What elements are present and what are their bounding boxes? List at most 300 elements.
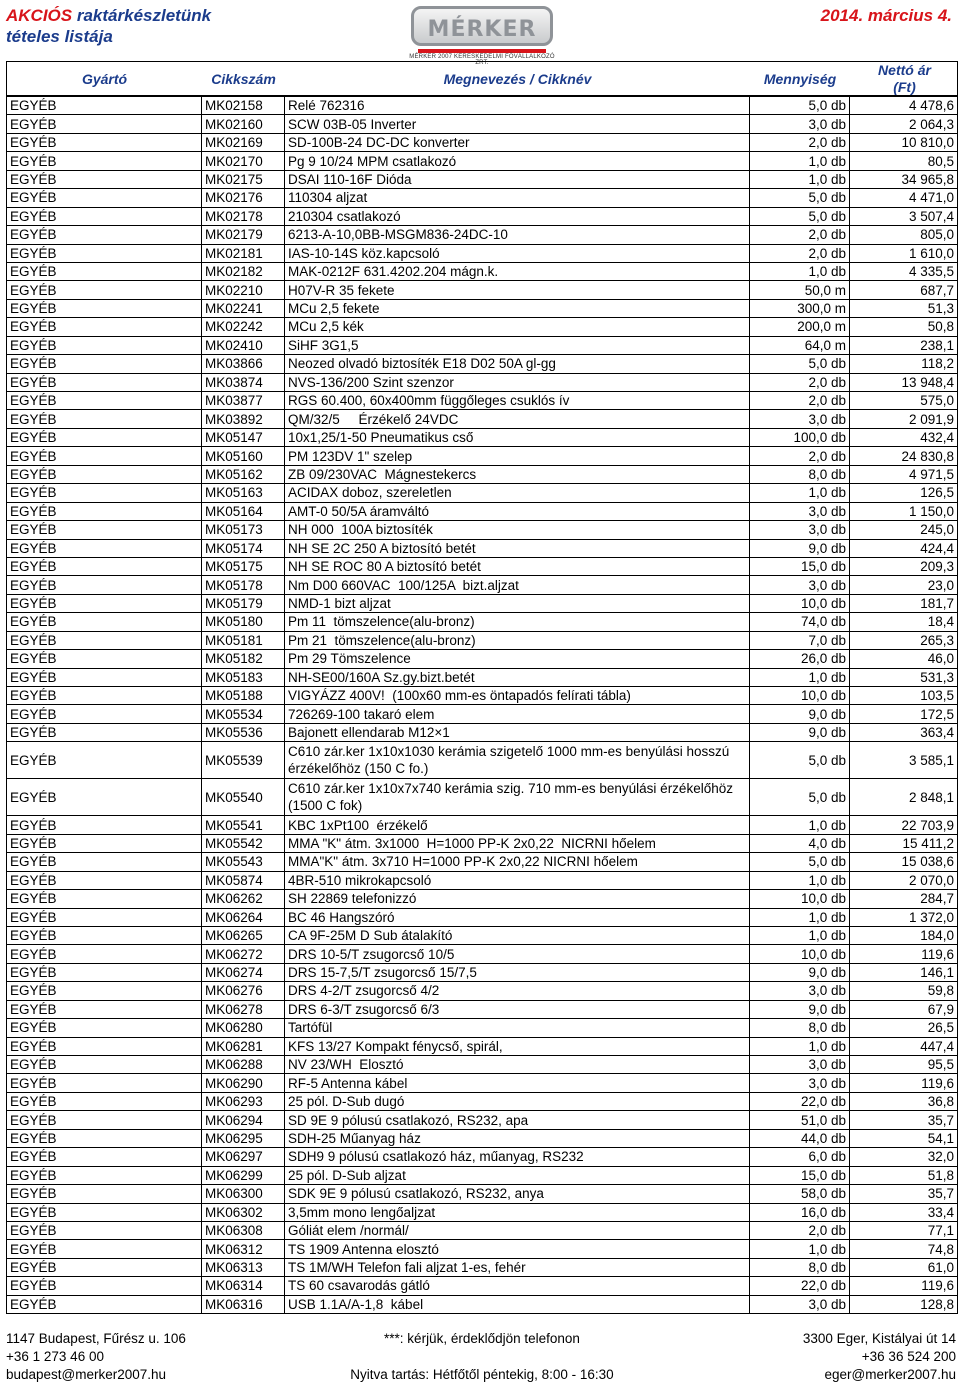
cell-manufacturer: EGYÉB — [6, 1277, 201, 1295]
cell-quantity: 1,0 db — [749, 872, 849, 890]
cell-item-code: MK02160 — [201, 115, 284, 133]
cell-item-name: ZB 09/230VAC Mágnestekercs — [284, 466, 749, 484]
cell-item-name: DSAI 110-16F Dióda — [284, 171, 749, 189]
cell-manufacturer: EGYÉB — [6, 1038, 201, 1056]
cell-item-name: Tartófül — [284, 1019, 749, 1037]
cell-net-price: 35,7 — [849, 1185, 958, 1203]
table-row — [6, 1167, 958, 1185]
cell-item-code: MK05173 — [201, 521, 284, 539]
footer-note: ***: kérjük, érdeklődjön telefonon — [384, 1331, 580, 1346]
table-row — [6, 263, 958, 281]
cell-net-price: 59,8 — [849, 982, 958, 1000]
cell-net-price: 61,0 — [849, 1259, 958, 1277]
cell-item-code: MK05160 — [201, 447, 284, 465]
cell-item-code: MK05183 — [201, 669, 284, 687]
cell-manufacturer: EGYÉB — [6, 1148, 201, 1166]
cell-quantity: 3,0 db — [749, 576, 849, 594]
cell-net-price: 4 335,5 — [849, 263, 958, 281]
cell-net-price: 2 091,9 — [849, 410, 958, 428]
cell-item-code: MK06316 — [201, 1296, 284, 1314]
cell-manufacturer: EGYÉB — [6, 1167, 201, 1185]
cell-item-code: MK06290 — [201, 1074, 284, 1092]
cell-item-code: MK05174 — [201, 540, 284, 558]
cell-quantity: 15,0 db — [749, 1167, 849, 1185]
cell-quantity: 9,0 db — [749, 540, 849, 558]
cell-item-code: MK06274 — [201, 964, 284, 982]
table-row — [6, 1148, 958, 1166]
cell-manufacturer: EGYÉB — [6, 742, 201, 779]
cell-manufacturer: EGYÉB — [6, 503, 201, 521]
cell-net-price: 2 064,3 — [849, 115, 958, 133]
cell-item-code: MK05164 — [201, 503, 284, 521]
cell-item-name: 4BR-510 mikrokapcsoló — [284, 872, 749, 890]
cell-net-price: 33,4 — [849, 1204, 958, 1222]
cell-item-name: SH 22869 telefonizzó — [284, 890, 749, 908]
cell-item-code: MK06297 — [201, 1148, 284, 1166]
cell-manufacturer: EGYÉB — [6, 779, 201, 816]
table-row — [6, 318, 958, 336]
cell-net-price: 128,8 — [849, 1296, 958, 1314]
cell-manufacturer: EGYÉB — [6, 1240, 201, 1258]
cell-manufacturer: EGYÉB — [6, 1259, 201, 1277]
cell-item-name: Pg 9 10/24 MPM csatlakozó — [284, 152, 749, 170]
cell-item-name: SCW 03B-05 Inverter — [284, 115, 749, 133]
cell-quantity: 10,0 db — [749, 595, 849, 613]
cell-quantity: 1,0 db — [749, 152, 849, 170]
cell-quantity: 3,0 db — [749, 115, 849, 133]
cell-net-price: 245,0 — [849, 521, 958, 539]
cell-item-code: MK02181 — [201, 245, 284, 263]
cell-net-price: 32,0 — [849, 1148, 958, 1166]
cell-manufacturer: EGYÉB — [6, 890, 201, 908]
cell-item-code: MK06293 — [201, 1093, 284, 1111]
logo-tagline: MÉRKER 2007 KERESKEDELMI FŐVÁLLALKOZÓ ZRT. — [409, 54, 555, 66]
cell-manufacturer: EGYÉB — [6, 872, 201, 890]
cell-item-code: MK03866 — [201, 355, 284, 373]
cell-item-name: NVS-136/200 Szint szenzor — [284, 374, 749, 392]
cell-quantity: 1,0 db — [749, 171, 849, 189]
cell-manufacturer: EGYÉB — [6, 1185, 201, 1203]
table-row — [6, 687, 958, 705]
cell-manufacturer: EGYÉB — [6, 540, 201, 558]
cell-item-name: 25 pól. D-Sub aljzat — [284, 1167, 749, 1185]
cell-manufacturer: EGYÉB — [6, 1093, 201, 1111]
cell-quantity: 3,0 db — [749, 521, 849, 539]
cell-item-code: MK03892 — [201, 410, 284, 428]
cell-item-code: MK06276 — [201, 982, 284, 1000]
cell-quantity: 2,0 db — [749, 374, 849, 392]
cell-item-name: MMA"K" átm. 3x710 H=1000 PP-K 2x0,22 NICRNI hőelem — [284, 853, 749, 871]
cell-net-price: 26,5 — [849, 1019, 958, 1037]
cell-item-code: MK05543 — [201, 853, 284, 871]
table-row — [6, 337, 958, 355]
cell-item-name: 210304 csatlakozó — [284, 208, 749, 226]
cell-quantity: 1,0 db — [749, 1038, 849, 1056]
footer-eger-email[interactable]: eger@merker2007.hu — [824, 1367, 956, 1382]
table-row — [6, 650, 958, 668]
cell-item-name: DRS 6-3/T zsugorcső 6/3 — [284, 1001, 749, 1019]
cell-item-name: Góliát elem /normál/ — [284, 1222, 749, 1240]
table-row — [6, 410, 958, 428]
cell-manufacturer: EGYÉB — [6, 927, 201, 945]
cell-quantity: 4,0 db — [749, 835, 849, 853]
table-row — [6, 503, 958, 521]
cell-item-name: MCu 2,5 kék — [284, 318, 749, 336]
cell-manufacturer: EGYÉB — [6, 374, 201, 392]
cell-item-name: BC 46 Hangszóró — [284, 909, 749, 927]
footer — [6, 1331, 958, 1385]
footer-eger-address: 3300 Eger, Kistályai út 14 — [802, 1331, 956, 1346]
cell-item-name: NH-SE00/160A Sz.gy.bizt.betét — [284, 669, 749, 687]
cell-quantity: 1,0 db — [749, 1240, 849, 1258]
cell-manufacturer: EGYÉB — [6, 1056, 201, 1074]
cell-item-name: Relé 762316 — [284, 97, 749, 115]
title-subtitle: tételes listája — [6, 27, 113, 46]
title-main: raktárkészletünk — [76, 6, 212, 25]
table-row — [6, 447, 958, 465]
cell-quantity: 5,0 db — [749, 97, 849, 115]
cell-item-name: KFS 13/27 Kompakt fénycső, spirál, — [284, 1038, 749, 1056]
footer-budapest-email[interactable]: budapest@merker2007.hu — [6, 1367, 167, 1382]
cell-item-name: 25 pól. D-Sub dugó — [284, 1093, 749, 1111]
cell-quantity: 44,0 db — [749, 1130, 849, 1148]
cell-net-price: 3 507,4 — [849, 208, 958, 226]
cell-manufacturer: EGYÉB — [6, 1111, 201, 1129]
cell-manufacturer: EGYÉB — [6, 945, 201, 963]
cell-manufacturer: EGYÉB — [6, 1001, 201, 1019]
cell-item-name: SDH9 9 pólusú csatlakozó ház, műanyag, RS232 — [284, 1148, 749, 1166]
cell-item-name: C610 zár.ker 1x10x7x740 kerámia szig. 710 mm-es benyúlási érzékelőhöz (1500 C fok) — [284, 779, 749, 816]
cell-item-name: NH 000 100A biztosíték — [284, 521, 749, 539]
cell-manufacturer: EGYÉB — [6, 189, 201, 207]
cell-item-name: NH SE ROC 80 A biztosító betét — [284, 558, 749, 576]
cell-manufacturer: EGYÉB — [6, 669, 201, 687]
cell-quantity: 200,0 m — [749, 318, 849, 336]
cell-quantity: 1,0 db — [749, 263, 849, 281]
table-row — [6, 1093, 958, 1111]
cell-quantity: 1,0 db — [749, 484, 849, 502]
cell-quantity: 9,0 db — [749, 705, 849, 723]
cell-net-price: 119,6 — [849, 945, 958, 963]
cell-quantity: 10,0 db — [749, 890, 849, 908]
cell-item-name: TS 60 csavarodás gátló — [284, 1277, 749, 1295]
cell-item-code: MK03877 — [201, 392, 284, 410]
cell-item-code: MK06278 — [201, 1001, 284, 1019]
cell-item-name: RGS 60.400, 60x400mm függőleges csuklós ív — [284, 392, 749, 410]
cell-quantity: 15,0 db — [749, 558, 849, 576]
cell-quantity: 5,0 db — [749, 208, 849, 226]
cell-net-price: 10 810,0 — [849, 134, 958, 152]
cell-item-code: MK06272 — [201, 945, 284, 963]
cell-item-code: MK05175 — [201, 558, 284, 576]
table-row — [6, 1296, 958, 1314]
cell-quantity: 3,0 db — [749, 410, 849, 428]
table-row — [6, 97, 958, 115]
cell-quantity: 9,0 db — [749, 1001, 849, 1019]
table-row — [6, 1130, 958, 1148]
cell-manufacturer: EGYÉB — [6, 1296, 201, 1314]
cell-net-price: 24 830,8 — [849, 447, 958, 465]
cell-item-code: MK06264 — [201, 909, 284, 927]
cell-item-code: MK06295 — [201, 1130, 284, 1148]
cell-item-name: DRS 10-5/T zsugorcső 10/5 — [284, 945, 749, 963]
cell-quantity: 74,0 db — [749, 613, 849, 631]
cell-manufacturer: EGYÉB — [6, 724, 201, 742]
table-row — [6, 1240, 958, 1258]
cell-quantity: 5,0 db — [749, 355, 849, 373]
cell-quantity: 3,0 db — [749, 503, 849, 521]
column-header-item-code: Cikkszám — [211, 70, 276, 87]
cell-item-code: MK06313 — [201, 1259, 284, 1277]
table-row — [6, 964, 958, 982]
table-row — [6, 300, 958, 318]
table-row — [6, 982, 958, 1000]
cell-net-price: 15 038,6 — [849, 853, 958, 871]
cell-net-price: 95,5 — [849, 1056, 958, 1074]
cell-quantity: 9,0 db — [749, 724, 849, 742]
cell-quantity: 64,0 m — [749, 337, 849, 355]
cell-quantity: 3,0 db — [749, 1056, 849, 1074]
cell-net-price: 3 585,1 — [849, 742, 958, 779]
cell-item-code: MK02176 — [201, 189, 284, 207]
table-row — [6, 1056, 958, 1074]
cell-item-code: MK05536 — [201, 724, 284, 742]
cell-item-code: MK06314 — [201, 1277, 284, 1295]
table-row — [6, 189, 958, 207]
table-row — [6, 927, 958, 945]
cell-quantity: 2,0 db — [749, 447, 849, 465]
cell-net-price: 575,0 — [849, 392, 958, 410]
cell-item-name: 10x1,25/1-50 Pneumatikus cső — [284, 429, 749, 447]
cell-quantity: 8,0 db — [749, 1259, 849, 1277]
table-row — [6, 1204, 958, 1222]
cell-item-code: MK02241 — [201, 300, 284, 318]
cell-quantity: 7,0 db — [749, 632, 849, 650]
cell-item-name: DRS 4-2/T zsugorcső 4/2 — [284, 982, 749, 1000]
cell-manufacturer: EGYÉB — [6, 687, 201, 705]
title-akcios: AKCIÓS — [6, 6, 73, 25]
cell-quantity: 5,0 db — [749, 189, 849, 207]
cell-manufacturer: EGYÉB — [6, 410, 201, 428]
cell-net-price: 34 965,8 — [849, 171, 958, 189]
cell-item-code: MK06280 — [201, 1019, 284, 1037]
logo-text: MÉRKER — [427, 17, 537, 42]
table-row — [6, 1001, 958, 1019]
cell-net-price: 103,5 — [849, 687, 958, 705]
cell-manufacturer: EGYÉB — [6, 484, 201, 502]
table-row — [6, 558, 958, 576]
cell-item-code: MK05541 — [201, 816, 284, 834]
cell-net-price: 50,8 — [849, 318, 958, 336]
cell-manufacturer: EGYÉB — [6, 650, 201, 668]
cell-quantity: 5,0 db — [749, 853, 849, 871]
table-row — [6, 1277, 958, 1295]
cell-quantity: 1,0 db — [749, 927, 849, 945]
cell-quantity: 51,0 db — [749, 1111, 849, 1129]
cell-net-price: 51,8 — [849, 1167, 958, 1185]
cell-item-code: MK02178 — [201, 208, 284, 226]
cell-quantity: 6,0 db — [749, 1148, 849, 1166]
cell-net-price: 284,7 — [849, 890, 958, 908]
table-row — [6, 576, 958, 594]
footer-opening-hours: Nyitva tartás: Hétfőtől péntekig, 8:00 - 16:30 — [350, 1367, 614, 1382]
cell-manufacturer: EGYÉB — [6, 281, 201, 299]
cell-manufacturer: EGYÉB — [6, 909, 201, 927]
cell-quantity: 2,0 db — [749, 392, 849, 410]
table-row — [6, 835, 958, 853]
cell-quantity: 8,0 db — [749, 1019, 849, 1037]
cell-item-code: MK05147 — [201, 429, 284, 447]
table-row — [6, 1111, 958, 1129]
cell-item-name: QM/32/5 Érzékelő 24VDC — [284, 410, 749, 428]
table-row — [6, 909, 958, 927]
cell-item-code: MK05179 — [201, 595, 284, 613]
cell-item-code: MK05180 — [201, 613, 284, 631]
cell-item-code: MK05534 — [201, 705, 284, 723]
cell-item-code: MK05539 — [201, 742, 284, 779]
column-header-manufacturer: Gyártó — [81, 70, 128, 87]
cell-quantity: 1,0 db — [749, 909, 849, 927]
cell-net-price: 424,4 — [849, 540, 958, 558]
cell-item-name: SDK 9E 9 pólusú csatlakozó, RS232, anya — [284, 1185, 749, 1203]
column-header-name: Megnevezés / Cikknév — [443, 70, 592, 87]
cell-quantity: 1,0 db — [749, 669, 849, 687]
cell-item-code: MK06294 — [201, 1111, 284, 1129]
cell-manufacturer: EGYÉB — [6, 613, 201, 631]
cell-item-name: SD 9E 9 pólusú csatlakozó, RS232, apa — [284, 1111, 749, 1129]
table-row — [6, 853, 958, 871]
cell-item-name: MCu 2,5 fekete — [284, 300, 749, 318]
cell-net-price: 23,0 — [849, 576, 958, 594]
cell-manufacturer: EGYÉB — [6, 521, 201, 539]
cell-item-code: MK06299 — [201, 1167, 284, 1185]
cell-net-price: 80,5 — [849, 152, 958, 170]
cell-net-price: 35,7 — [849, 1111, 958, 1129]
cell-item-name: C610 zár.ker 1x10x1030 kerámia szigetelő 1000 mm-es benyúlási hosszú érzékelőhöz (150 C fo.) — [284, 742, 749, 779]
cell-quantity: 2,0 db — [749, 245, 849, 263]
cell-net-price: 67,9 — [849, 1001, 958, 1019]
cell-manufacturer: EGYÉB — [6, 134, 201, 152]
cell-item-name: 110304 aljzat — [284, 189, 749, 207]
logo-bar — [418, 49, 546, 53]
cell-net-price: 118,2 — [849, 355, 958, 373]
cell-manufacturer: EGYÉB — [6, 208, 201, 226]
table-row — [6, 1038, 958, 1056]
cell-net-price: 4 478,6 — [849, 97, 958, 115]
cell-item-name: SD-100B-24 DC-DC konverter — [284, 134, 749, 152]
table-row — [6, 134, 958, 152]
cell-manufacturer: EGYÉB — [6, 853, 201, 871]
cell-item-name: IAS-10-14S köz.kapcsoló — [284, 245, 749, 263]
table-row — [6, 1074, 958, 1092]
cell-quantity: 8,0 db — [749, 466, 849, 484]
cell-quantity: 2,0 db — [749, 134, 849, 152]
cell-item-name: MMA "K" átm. 3x1000 H=1000 PP-K 2x0,22 NICRNI hőelem — [284, 835, 749, 853]
cell-net-price: 805,0 — [849, 226, 958, 244]
cell-manufacturer: EGYÉB — [6, 632, 201, 650]
cell-manufacturer: EGYÉB — [6, 595, 201, 613]
cell-item-code: MK06302 — [201, 1204, 284, 1222]
footer-eger-phone: +36 36 524 200 — [861, 1349, 956, 1364]
table-row — [6, 742, 958, 779]
cell-manufacturer: EGYÉB — [6, 429, 201, 447]
cell-item-code: MK05540 — [201, 779, 284, 816]
table-row — [6, 890, 958, 908]
cell-item-name: 3,5mm mono lengőaljzat — [284, 1204, 749, 1222]
column-header-net-price: Nettó ár (Ft) — [878, 62, 931, 95]
cell-manufacturer: EGYÉB — [6, 392, 201, 410]
cell-item-name: H07V-R 35 fekete — [284, 281, 749, 299]
cell-item-name: 726269-100 takaró elem — [284, 705, 749, 723]
cell-item-code: MK03874 — [201, 374, 284, 392]
table-row — [6, 521, 958, 539]
table-row — [6, 115, 958, 133]
cell-manufacturer: EGYÉB — [6, 115, 201, 133]
table-row — [6, 669, 958, 687]
cell-manufacturer: EGYÉB — [6, 705, 201, 723]
cell-net-price: 1 372,0 — [849, 909, 958, 927]
table-row — [6, 281, 958, 299]
cell-net-price: 119,6 — [849, 1074, 958, 1092]
table-row — [6, 1019, 958, 1037]
cell-quantity: 300,0 m — [749, 300, 849, 318]
cell-quantity: 10,0 db — [749, 687, 849, 705]
cell-net-price: 184,0 — [849, 927, 958, 945]
cell-manufacturer: EGYÉB — [6, 1222, 201, 1240]
cell-item-code: MK02169 — [201, 134, 284, 152]
cell-manufacturer: EGYÉB — [6, 97, 201, 115]
cell-item-name: SiHF 3G1,5 — [284, 337, 749, 355]
cell-manufacturer: EGYÉB — [6, 1130, 201, 1148]
cell-manufacturer: EGYÉB — [6, 245, 201, 263]
cell-manufacturer: EGYÉB — [6, 300, 201, 318]
cell-manufacturer: EGYÉB — [6, 1074, 201, 1092]
table-row — [6, 632, 958, 650]
cell-item-name: VIGYÁZZ 400V! (100x60 mm-es öntapadós felírati tábla) — [284, 687, 749, 705]
cell-quantity: 16,0 db — [749, 1204, 849, 1222]
cell-net-price: 181,7 — [849, 595, 958, 613]
cell-item-name: NH SE 2C 250 A biztosító betét — [284, 540, 749, 558]
cell-net-price: 51,3 — [849, 300, 958, 318]
cell-item-code: MK06265 — [201, 927, 284, 945]
cell-item-name: RF-5 Antenna kábel — [284, 1074, 749, 1092]
cell-manufacturer: EGYÉB — [6, 226, 201, 244]
table-row — [6, 466, 958, 484]
cell-quantity: 5,0 db — [749, 742, 849, 779]
cell-item-code: MK02182 — [201, 263, 284, 281]
cell-quantity: 100,0 db — [749, 429, 849, 447]
cell-item-code: MK05182 — [201, 650, 284, 668]
table-row — [6, 429, 958, 447]
table-header — [6, 61, 958, 97]
cell-item-name: KBC 1xPt100 érzékelő — [284, 816, 749, 834]
document-title — [6, 5, 211, 47]
cell-net-price: 531,3 — [849, 669, 958, 687]
cell-net-price: 36,8 — [849, 1093, 958, 1111]
table-row — [6, 613, 958, 631]
cell-manufacturer: EGYÉB — [6, 152, 201, 170]
cell-item-code: MK06300 — [201, 1185, 284, 1203]
cell-item-name: Neozed olvadó biztosíték E18 D02 50A gl-gg — [284, 355, 749, 373]
table-row — [6, 816, 958, 834]
cell-item-name: SDH-25 Műanyag ház — [284, 1130, 749, 1148]
cell-manufacturer: EGYÉB — [6, 558, 201, 576]
cell-manufacturer: EGYÉB — [6, 576, 201, 594]
cell-net-price: 209,3 — [849, 558, 958, 576]
cell-item-name: TS 1M/WH Telefon fali aljzat 1-es, fehér — [284, 1259, 749, 1277]
table-row — [6, 484, 958, 502]
cell-item-code: MK05188 — [201, 687, 284, 705]
